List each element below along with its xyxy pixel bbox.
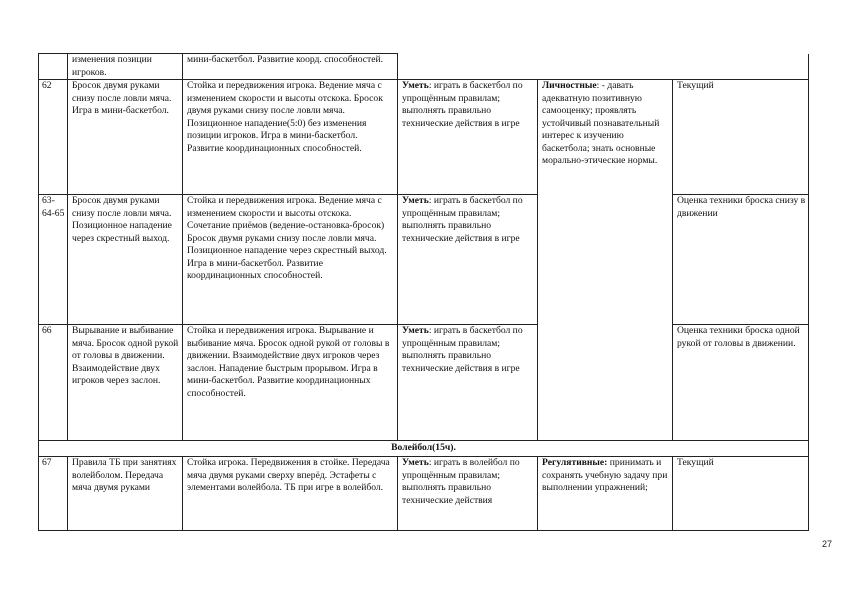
- control-type: Оценка техники броска снизу в движении: [673, 195, 809, 325]
- lesson-content: Стойка игрока. Передвижения в стойке. Передача мяча двумя руками сверху вперёд. Эстафеты с элементами волейбола. ТБ при игре в волейбол.: [183, 457, 398, 531]
- lesson-topic: изменения позиции игроков.: [68, 54, 183, 80]
- lesson-topic: Бросок двумя руками снизу после ловли мяча. Позиционное нападение через скрестный выход.: [68, 195, 183, 325]
- table-row: [39, 325, 809, 441]
- lesson-content: Стойка и передвижения игрока. Ведение мяча с изменением скорости и высоты отскока. Сочетание приёмов (ведение-остановка-бросок) Бросок двумя руками снизу после ловли мяча. Позиционное нападение через скрестный выход. Игра в мини-баскетбол. Развитие координационных способностей.: [183, 195, 398, 325]
- section-header-row: [39, 441, 809, 457]
- table-row: [39, 80, 809, 195]
- lesson-content: Стойка и передвижения игрока. Вырывание и выбивание мяча. Бросок одной рукой от головы в движении. Взаимодействие двух игроков через заслон. Нападение быстрым прорывом. Игра в мини-баскетбол. Развитие координационных способностей.: [183, 325, 398, 441]
- subject-results: Уметь: играть в баскетбол по упрощённым правилам; выполнять правильно технические действия в игре: [398, 80, 538, 195]
- lesson-number: 62: [39, 80, 68, 195]
- lesson-number: 63-64-65: [39, 195, 68, 325]
- control-type: Текущий: [673, 80, 809, 195]
- control-type: Текущий: [673, 457, 809, 531]
- personal-results: Личностные: - давать адекватную позитивную самооценку; проявлять устойчивый познавательный интерес к изучению баскетбола; знать основные морально-этические нормы.: [538, 80, 673, 441]
- subject-results: [398, 54, 809, 80]
- lesson-number: 67: [39, 457, 68, 531]
- lesson-content: Стойка и передвижения игрока. Ведение мяча с изменением скорости и высоты отскока. Бросок двумя руками снизу после ловли мяча. Позиционное нападение(5:0) без изменения позиции игроков. Игра в мини-баскетбол. Развитие координационных способностей.: [183, 80, 398, 195]
- subject-results: Уметь: играть в баскетбол по упрощённым правилам; выполнять правильно технические действия в игре: [398, 325, 538, 441]
- table-row: [39, 195, 809, 325]
- lesson-topic: Вырывание и выбивание мяча. Бросок одной рукой от головы в движении. Взаимодействие двух игроков через заслон.: [68, 325, 183, 441]
- lesson-topic: Правила ТБ при занятиях волейболом. Передача мяча двумя руками: [68, 457, 183, 531]
- table-row: [39, 457, 809, 531]
- table-row: [39, 54, 809, 80]
- lesson-plan-table: [38, 53, 809, 531]
- lesson-number: 66: [39, 325, 68, 441]
- lesson-number: [39, 54, 68, 80]
- lesson-topic: Бросок двумя руками снизу после ловли мяча. Игра в мини-баскетбол.: [68, 80, 183, 195]
- subject-results: Уметь: играть в баскетбол по упрощённым правилам; выполнять правильно технические действия в игре: [398, 195, 538, 325]
- subject-results: Уметь: играть в волейбол по упрощённым правилам; выполнять правильно технические действия: [398, 457, 538, 531]
- control-type: Оценка техники броска одной рукой от головы в движении.: [673, 325, 809, 441]
- regulatory-results: Регулятивные: принимать и сохранять учебную задачу при выполнении упражнений;: [538, 457, 673, 531]
- section-title: Волейбол(15ч).: [39, 441, 809, 457]
- lesson-content: мини-баскетбол. Развитие коорд. способностей.: [183, 54, 398, 80]
- page-number: 27: [821, 539, 832, 549]
